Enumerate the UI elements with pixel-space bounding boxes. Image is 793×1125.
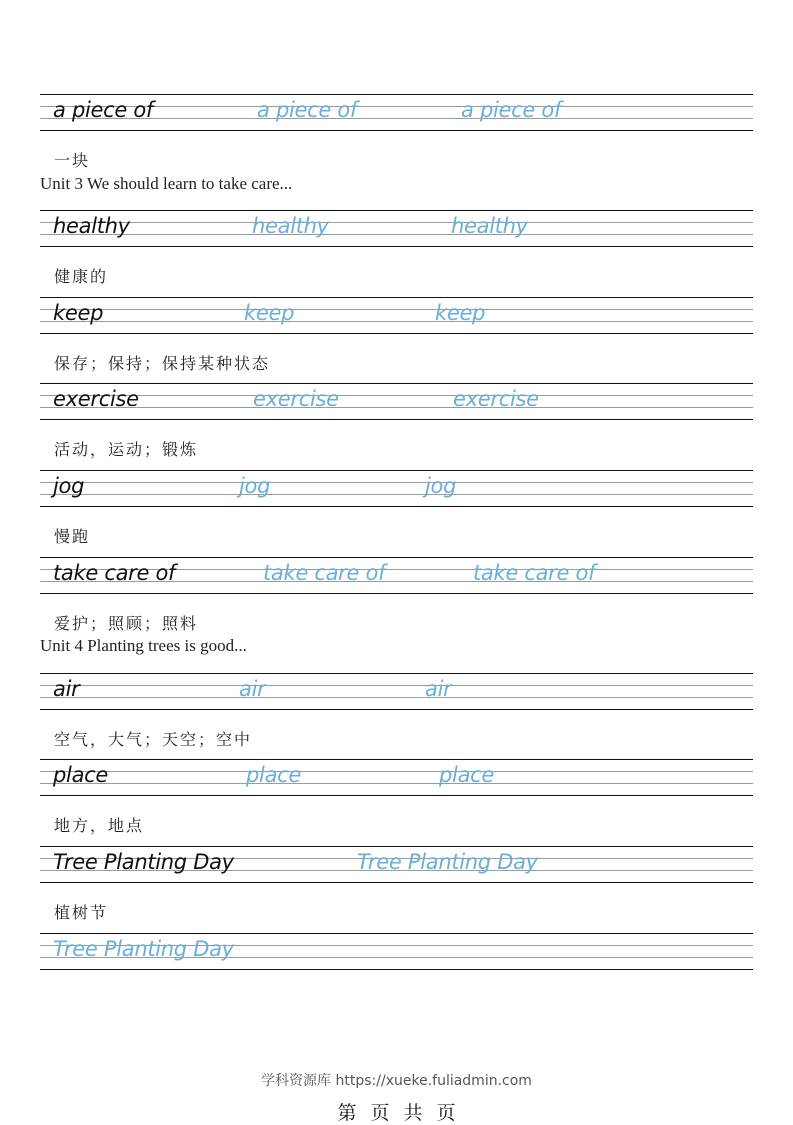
guide-line bbox=[40, 771, 753, 772]
word-meaning: 空气，大气；天空；空中 bbox=[54, 730, 253, 749]
rule-line bbox=[40, 506, 753, 507]
guide-line bbox=[40, 783, 753, 784]
rule-line bbox=[40, 470, 753, 471]
vocab-word: air bbox=[53, 677, 80, 701]
writing-row bbox=[40, 846, 753, 882]
guide-line bbox=[40, 395, 753, 396]
guide-line bbox=[40, 222, 753, 223]
rule-line bbox=[40, 759, 753, 760]
guide-line bbox=[40, 482, 753, 483]
trace-word: air bbox=[425, 677, 452, 701]
writing-row bbox=[40, 94, 753, 130]
trace-word: a piece of bbox=[461, 98, 562, 122]
footer-source-link[interactable]: 学科资源库 https://xueke.fuliadmin.com bbox=[261, 1073, 532, 1089]
rule-line bbox=[40, 709, 753, 710]
guide-line bbox=[40, 309, 753, 310]
rule-line bbox=[40, 673, 753, 674]
writing-row bbox=[40, 210, 753, 246]
vocab-word: a piece of bbox=[53, 98, 154, 122]
vocab-word: place bbox=[53, 763, 108, 787]
vocab-word: keep bbox=[53, 301, 104, 325]
trace-word: keep bbox=[244, 301, 295, 325]
writing-row bbox=[40, 933, 753, 969]
trace-word: a piece of bbox=[257, 98, 358, 122]
trace-word: air bbox=[239, 677, 266, 701]
word-meaning: 保存；保持；保持某种状态 bbox=[54, 354, 271, 373]
rule-line bbox=[40, 210, 753, 211]
word-meaning: 爱护；照顾；照料 bbox=[54, 614, 199, 633]
vocab-word: jog bbox=[53, 474, 85, 498]
word-meaning: 地方，地点 bbox=[54, 816, 145, 835]
page-number: 第 页 共 页 bbox=[337, 1102, 456, 1124]
trace-word: take care of bbox=[263, 561, 386, 585]
trace-word: exercise bbox=[253, 387, 339, 411]
trace-word: Tree Planting Day bbox=[357, 850, 538, 874]
trace-word: jog bbox=[239, 474, 271, 498]
writing-row bbox=[40, 297, 753, 333]
guide-line bbox=[40, 234, 753, 235]
guide-line bbox=[40, 321, 753, 322]
writing-row bbox=[40, 759, 753, 795]
writing-row bbox=[40, 383, 753, 419]
word-meaning: 慢跑 bbox=[54, 527, 91, 546]
trace-word: healthy bbox=[252, 214, 329, 238]
word-meaning: 健康的 bbox=[54, 267, 109, 286]
guide-line bbox=[40, 685, 753, 686]
vocab-word: exercise bbox=[53, 387, 139, 411]
rule-line bbox=[40, 419, 753, 420]
trace-word: jog bbox=[425, 474, 457, 498]
guide-line bbox=[40, 697, 753, 698]
trace-word: place bbox=[246, 763, 301, 787]
writing-row bbox=[40, 673, 753, 709]
trace-word: take care of bbox=[473, 561, 596, 585]
trace-word: Tree Planting Day bbox=[53, 937, 234, 961]
word-meaning: 活动，运动；锻炼 bbox=[54, 440, 199, 459]
vocab-word: take care of bbox=[53, 561, 176, 585]
vocab-word: Tree Planting Day bbox=[53, 850, 234, 874]
word-meaning: 植树节 bbox=[54, 903, 109, 922]
rule-line bbox=[40, 130, 753, 131]
rule-line bbox=[40, 383, 753, 384]
unit-heading: Unit 3 We should learn to take care... bbox=[40, 174, 293, 193]
trace-word: healthy bbox=[451, 214, 528, 238]
guide-line bbox=[40, 407, 753, 408]
rule-line bbox=[40, 969, 753, 970]
writing-row bbox=[40, 557, 753, 593]
rule-line bbox=[40, 795, 753, 796]
rule-line bbox=[40, 333, 753, 334]
rule-line bbox=[40, 882, 753, 883]
rule-line bbox=[40, 246, 753, 247]
unit-heading: Unit 4 Planting trees is good... bbox=[40, 636, 247, 655]
trace-word: keep bbox=[435, 301, 486, 325]
vocab-word: healthy bbox=[53, 214, 130, 238]
rule-line bbox=[40, 593, 753, 594]
trace-word: exercise bbox=[453, 387, 539, 411]
writing-row bbox=[40, 470, 753, 506]
guide-line bbox=[40, 494, 753, 495]
trace-word: place bbox=[439, 763, 494, 787]
word-meaning: 一块 bbox=[54, 151, 91, 170]
rule-line bbox=[40, 297, 753, 298]
